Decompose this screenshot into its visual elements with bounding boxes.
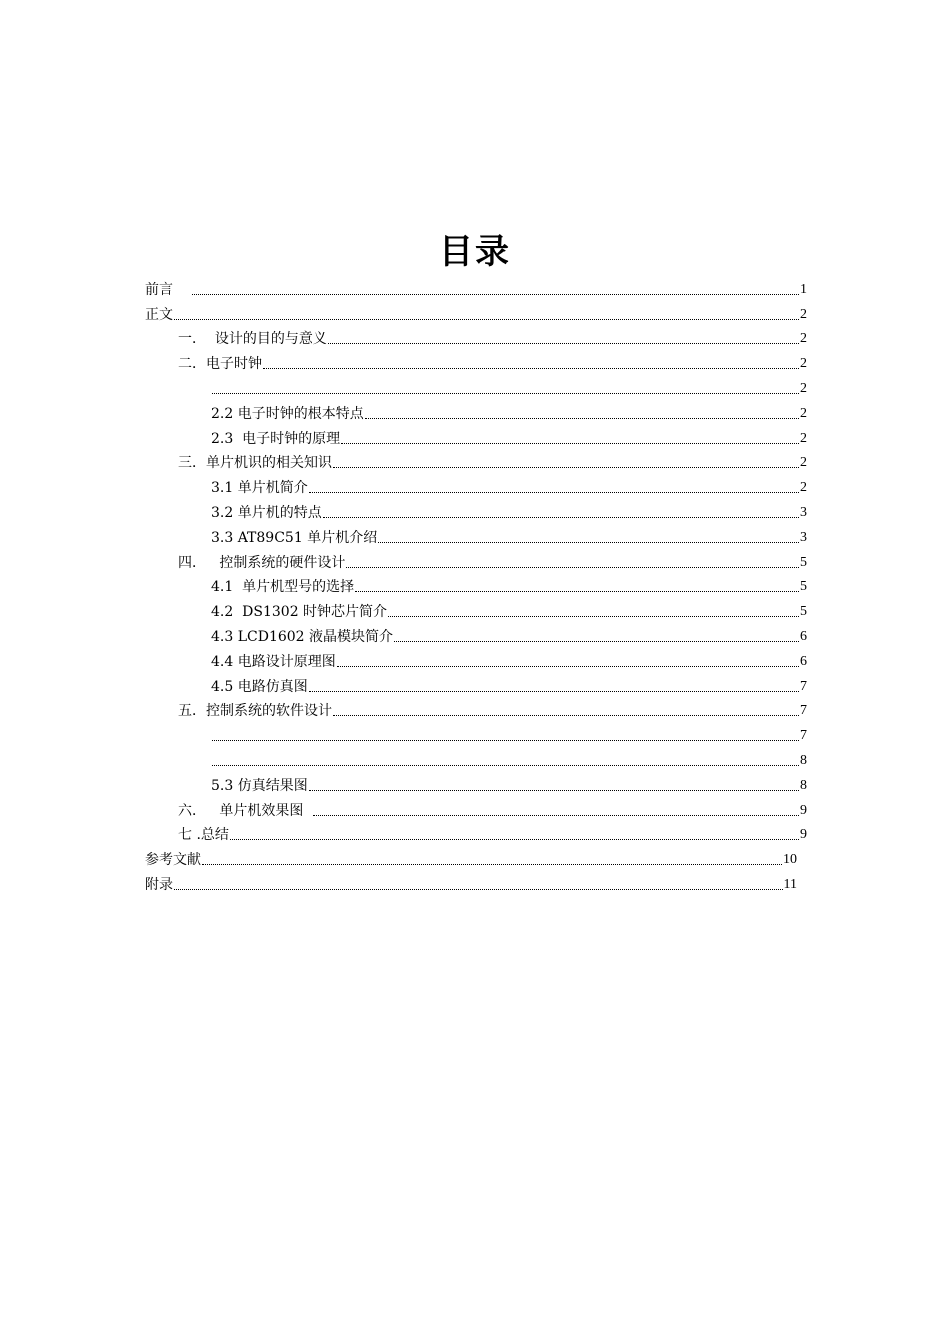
- toc-entry-label: 2.2 电子时钟的根本特点: [211, 405, 364, 422]
- table-of-contents: [0, 274, 950, 894]
- toc-entry-label: 4.1 单片机型号的选择: [211, 579, 355, 596]
- toc-entry-page-number: 2: [800, 306, 807, 322]
- toc-dot-leader: [333, 715, 799, 716]
- toc-entry-page-number: 8: [800, 777, 807, 793]
- toc-dot-leader: [388, 616, 799, 617]
- toc-dot-leader: [309, 492, 799, 493]
- toc-dot-leader: [337, 666, 799, 667]
- toc-entry[interactable]: [178, 448, 807, 473]
- toc-entry[interactable]: [178, 348, 807, 373]
- toc-entry[interactable]: [145, 869, 797, 894]
- toc-entry[interactable]: [211, 522, 807, 547]
- toc-dot-leader: [212, 765, 799, 766]
- toc-entry-label: 参考文献: [145, 852, 201, 869]
- toc-entry-page-number: 2: [800, 455, 807, 471]
- toc-entry-page-number: 2: [800, 331, 807, 347]
- toc-entry-label: 一． 设计的目的与意义: [178, 331, 327, 348]
- toc-entry[interactable]: [145, 274, 807, 299]
- toc-entry-page-number: 8: [800, 752, 807, 768]
- toc-entry-label: 五．控制系统的软件设计: [178, 703, 332, 720]
- toc-entry[interactable]: [145, 299, 807, 324]
- toc-entry-page-number: 3: [800, 504, 807, 520]
- toc-entry-page-number: 6: [800, 653, 807, 669]
- toc-dot-leader: [394, 641, 799, 642]
- toc-entry-label: 四． 控制系统的硬件设计: [178, 554, 346, 571]
- toc-entry[interactable]: [211, 720, 807, 745]
- toc-entry[interactable]: [211, 423, 807, 448]
- toc-entry-label: 4.4 电路设计原理图: [211, 653, 336, 670]
- toc-entry-label: 二．电子时钟: [178, 356, 262, 373]
- toc-entry[interactable]: [211, 770, 807, 795]
- toc-dot-leader: [323, 517, 799, 518]
- toc-entry-page-number: 1: [800, 281, 807, 297]
- toc-dot-leader: [212, 740, 799, 741]
- toc-entry-label: 七 .总结: [178, 827, 229, 844]
- toc-entry-page-number: 9: [800, 802, 807, 818]
- toc-dot-leader: [333, 467, 799, 468]
- toc-dot-leader: [346, 567, 799, 568]
- toc-entry-page-number: 7: [800, 703, 807, 719]
- toc-entry-page-number: 6: [800, 628, 807, 644]
- toc-entry-page-number: 7: [800, 728, 807, 744]
- toc-entry[interactable]: [178, 820, 807, 845]
- toc-entry-label: 3.2 单片机的特点: [211, 504, 322, 521]
- toc-entry-page-number: 7: [800, 678, 807, 694]
- toc-entry-label: 三．单片机识的相关知识: [178, 455, 332, 472]
- toc-entry-label: 附录: [145, 876, 173, 893]
- toc-dot-leader: [378, 542, 799, 543]
- toc-entry-label: 正文: [145, 306, 173, 323]
- toc-entry[interactable]: [178, 696, 807, 721]
- toc-entry-page-number: 5: [800, 604, 807, 620]
- toc-dot-leader: [202, 864, 782, 865]
- toc-dot-leader: [174, 889, 783, 890]
- toc-entry-label: 3.1 单片机简介: [211, 480, 308, 497]
- toc-entry-page-number: 5: [800, 579, 807, 595]
- toc-entry[interactable]: [211, 472, 807, 497]
- toc-dot-leader: [309, 691, 799, 692]
- toc-dot-leader: [309, 790, 799, 791]
- toc-entry-page-number: 2: [800, 380, 807, 396]
- toc-entry-page-number: 2: [800, 405, 807, 421]
- toc-entry-label: 4.5 电路仿真图: [211, 678, 308, 695]
- toc-entry-page-number: 11: [783, 876, 797, 892]
- toc-entry-label: 前言: [145, 281, 191, 298]
- toc-entry-page-number: 5: [800, 554, 807, 570]
- toc-entry[interactable]: [145, 844, 797, 869]
- toc-entry[interactable]: [178, 547, 807, 572]
- toc-entry-page-number: 2: [800, 356, 807, 372]
- toc-dot-leader: [328, 343, 799, 344]
- toc-entry[interactable]: [211, 646, 807, 671]
- toc-dot-leader: [174, 319, 799, 320]
- toc-entry[interactable]: [211, 373, 807, 398]
- toc-entry-label: 5.3 仿真结果图: [211, 777, 308, 794]
- toc-dot-leader: [313, 815, 799, 816]
- toc-entry-page-number: 3: [800, 529, 807, 545]
- toc-dot-leader: [341, 443, 799, 444]
- toc-entry[interactable]: [211, 497, 807, 522]
- toc-dot-leader: [365, 418, 799, 419]
- toc-entry-page-number: 2: [800, 480, 807, 496]
- toc-entry-page-number: 10: [783, 852, 797, 868]
- toc-dot-leader: [192, 294, 799, 295]
- toc-entry-label: 4.2 DS1302 时钟芯片简介: [211, 604, 388, 621]
- toc-entry[interactable]: [211, 621, 807, 646]
- toc-dot-leader: [212, 393, 799, 394]
- toc-entry[interactable]: [211, 671, 807, 696]
- toc-dot-leader: [263, 368, 799, 369]
- toc-entry-label: 2.3 电子时钟的原理: [211, 430, 341, 447]
- toc-entry[interactable]: [211, 572, 807, 597]
- toc-entry-page-number: 2: [800, 430, 807, 446]
- toc-dot-leader: [230, 839, 799, 840]
- toc-entry[interactable]: [211, 745, 807, 770]
- toc-entry[interactable]: [211, 398, 807, 423]
- toc-entry-label: 4.3 LCD1602 液晶模块简介: [211, 628, 394, 645]
- toc-entry-label: 3.3 AT89C51 单片机介绍: [211, 529, 378, 546]
- toc-entry[interactable]: [178, 324, 807, 349]
- toc-entry[interactable]: [211, 596, 807, 621]
- toc-entry-page-number: 9: [800, 827, 807, 843]
- toc-title: 目录: [439, 232, 511, 272]
- toc-entry[interactable]: [178, 795, 807, 820]
- toc-dot-leader: [355, 591, 799, 592]
- toc-entry-label: 六． 单片机效果图: [178, 802, 313, 819]
